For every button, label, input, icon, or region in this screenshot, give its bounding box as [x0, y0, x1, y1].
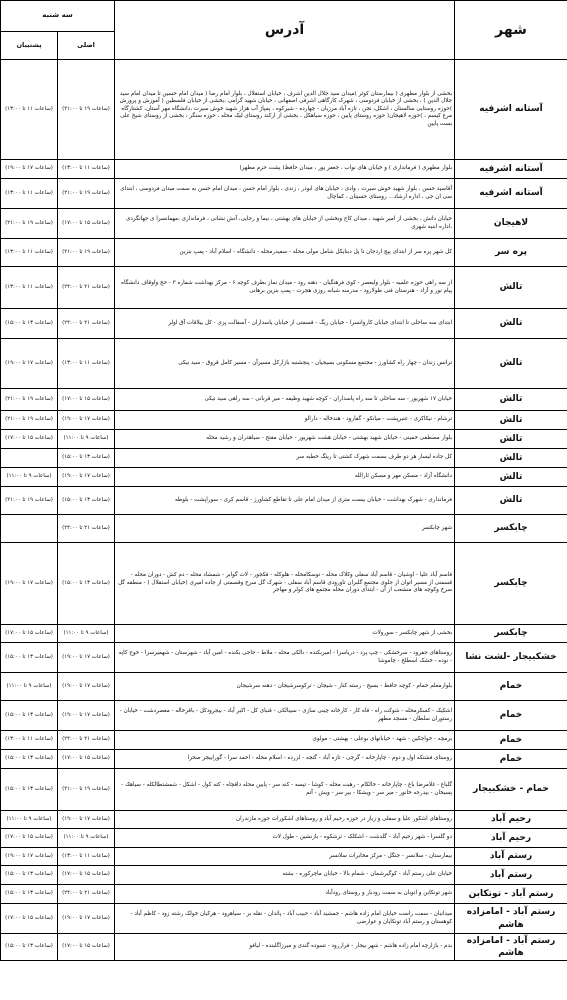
address-cell: آقاسید حسن ، بلوار شهید خوش سیرت ، وادی ، خیابان های ابوذر ، زندی ، بلوار امام حسن ، میدان امام حسن به سمت میدان فردوسی ، ابتدای سی ان جی ، اداره ارشاد... روستای حسینان ، کماچال — [115, 179, 455, 209]
city-cell: رحیم آباد — [455, 829, 567, 848]
table-row — [1, 160, 567, 179]
city-cell: تالش — [455, 389, 567, 411]
table-row — [1, 750, 567, 769]
backup-time-cell: (ساعات ۱۱ تا ۱۳:۰۰) — [1, 179, 58, 209]
main-time-cell: (ساعات ۱۱ تا ۱۳:۰۰) — [58, 339, 115, 389]
main-time-cell: (ساعات ۲۱ تا ۲۴:۰۰) — [58, 885, 115, 904]
table-row — [1, 239, 567, 267]
table-row — [1, 267, 567, 309]
address-cell: بخشی از بلوار مطهری ( بیمارستان کوثر )میدان سید جلال الدین اشرف ، خیابان استقلال ، بلوار امام رضا ( میدان امام حسین تا میدان امام سید جلال الدین ) ، بخشی از خیابان فردوسی ، شهرک کارگاهی اشرفی اصفهانی ، خیابان شهید گرامی ،بخشی از خیابان فلسطین ( آموزش و پرورش )حوزه روستایی سالستان ، اشکل، نجن ، تازه آباد مرزیان - چهارده - شیرکوه ، پمپاژ آب هزار شهید خوش سیرت ،دانشگاه مهر آستان، کشتارگاه مرغ کیسم ، )حوزه لاهیجان( حوزه روستای پایین ، حوزه سیاهکل ، بخشی از ارکند روستای لیک محله ، حوزه سنگر ، بخشی از روستای شیخ علی بست پایین — [115, 60, 455, 160]
address-cell: گلباغ - غلامرضا باغ - چاپارخانه - خالکام - رهبت محله - کوشا - تیسه - کنه سر - پایین محله داقچاه - کته کول - اشکل - شمشتطالکله - سیاهک - پسیخان - بیدرجه خانور - میر سر - ویشکا - بیر سر - ویش - آتم — [115, 769, 455, 811]
city-cell: تالش — [455, 487, 567, 515]
city-cell: آستانه اشرفیه — [455, 160, 567, 179]
backup-time-cell: (ساعات ۹ تا ۱۱:۰۰) — [1, 673, 58, 701]
table-row — [1, 543, 567, 625]
address-cell: بلوارمعلم خمام - کوچه حافظ - بسیج - رسته کنار - شیجان - ترکوسرشیجان - دهنه سرشیجان — [115, 673, 455, 701]
table-row — [1, 769, 567, 811]
address-cell: میدانبان - سمت راست خیابان امام زاده هاشم - جمشید آباد - حبیب آباد - پائدان - نقله بر - سیاهرود - هرکیان خولک رشته زود - کاظم آباد - کوهستان و رستم آباد تونکاپان و عوارضی — [115, 904, 455, 934]
main-header: اصلی — [58, 32, 115, 60]
backup-time-cell: (ساعات ۱۳ تا ۱۵:۰۰) — [1, 309, 58, 339]
backup-time-cell: (ساعات ۱۱ تا ۱۳:۰۰) — [1, 731, 58, 750]
city-cell: لاهیجان — [455, 209, 567, 239]
address-cell: ترانس زندان - چهار راه کشاورز - مجتمع مسکونی بسیجیان - پنجشنبه بازارکل مسیرآن - مسیر کامل قروق - سید نیکی — [115, 339, 455, 389]
main-time-cell: (ساعات ۱۵ تا ۱۷:۰۰) — [58, 750, 115, 769]
address-cell: خیابان دانش ، بخشی از امیر شهید ، میدان کاج وبخشی از خیابان های بهشتی ، نیما و رجایی، آتش نشانی ، فرمانداری ،مهمانسرا ی جهانگردی ،اداره ابنیه شهری — [115, 209, 455, 239]
backup-time-cell: (ساعات ۱۵ تا ۱۷:۰۰) — [1, 625, 58, 643]
address-cell: ترشام - نیکاکری - عنبرپشت - میانکو - گفارود - هندخاله - دارالو — [115, 411, 455, 430]
table-row — [1, 811, 567, 829]
main-time-cell: (ساعات ۹ تا ۱۱:۰۰) — [58, 430, 115, 449]
main-time-cell: (ساعات ۱۹ تا ۲۱:۰۰) — [58, 179, 115, 209]
address-cell: روستاهای اشکور علیا و سفلی و زیاز در حوزه رحیم آباد و روستاهای اشکورات حوزه مازندران — [115, 811, 455, 829]
city-cell: خشکبیجار -لشت نشا — [455, 643, 567, 673]
main-time-cell: (ساعات ۱۳ تا ۱۵:۰۰) — [58, 487, 115, 515]
backup-time-cell: (ساعات ۹ تا ۱۱:۰۰) — [1, 811, 58, 829]
backup-time-cell: (ساعات ۱۹ تا ۲۱:۰۰) — [1, 487, 58, 515]
table-row — [1, 449, 567, 468]
backup-time-cell: (ساعات ۹ تا ۱۱:۰۰) — [1, 468, 58, 487]
table-row — [1, 934, 567, 961]
table-row — [1, 411, 567, 430]
table-row — [1, 829, 567, 848]
backup-time-cell: (ساعات ۱۳ تا ۱۵:۰۰) — [1, 701, 58, 731]
main-time-cell: (ساعات ۱۷ تا ۱۹:۰۰) — [58, 701, 115, 731]
address-cell: خیابان علی رستم آباد - کوگیرشمان - شمام بالا - خیابان ماچرکوره - بشته — [115, 866, 455, 885]
city-cell: خمام — [455, 750, 567, 769]
main-time-cell: (ساعات ۱۷ تا ۱۹:۰۰) — [58, 643, 115, 673]
address-cell: بخشی از شهر چابکسر - سورولات — [115, 625, 455, 643]
address-cell: شهر چابکسر — [115, 515, 455, 543]
main-time-cell: (ساعات ۱۱ تا ۱۳:۰۰) — [58, 160, 115, 179]
backup-time-cell: (ساعات ۱۵ تا ۱۷:۰۰) — [1, 904, 58, 934]
day-header: سه شنبه — [1, 1, 115, 32]
main-time-cell: (ساعات ۱۷ تا ۱۹:۰۰) — [58, 468, 115, 487]
city-cell: تالش — [455, 267, 567, 309]
backup-time-cell — [1, 515, 58, 543]
backup-header: پشتیبان — [1, 32, 58, 60]
table-row — [1, 60, 567, 160]
address-cell: کل جاده لیسار هر دو طرف بسمت شهرک کشتی تا رینگ خطبه سر — [115, 449, 455, 468]
backup-time-cell: (ساعات ۱۳ تا ۱۵:۰۰) — [1, 643, 58, 673]
backup-time-cell: (ساعات ۱۵ تا ۱۷:۰۰) — [1, 829, 58, 848]
table-row — [1, 515, 567, 543]
city-cell: رستم آباد - امامزاده هاشم — [455, 934, 567, 961]
backup-time-cell: (ساعات ۱۱ تا ۱۳:۰۰) — [1, 60, 58, 160]
backup-time-cell: (ساعات ۱۱ تا ۱۳:۰۰) — [1, 239, 58, 267]
city-cell: چابکسر — [455, 515, 567, 543]
table-row — [1, 309, 567, 339]
address-cell: ابتدای سه ساحلی تا ابتدای خیابان کاروانسرا - خیابان ریگ - قسمتی از خیابان پاسداران - آسفالت پزی - کل ییلاقات آق اولر — [115, 309, 455, 339]
address-cell: شهر تونکابن و اتوبان به سمت رودبار و روستای رودآباد — [115, 885, 455, 904]
backup-time-cell: (ساعات ۱۷ تا ۱۹:۰۰) — [1, 160, 58, 179]
table-row — [1, 866, 567, 885]
city-cell: رستم آباد - امامزاده هاشم — [455, 904, 567, 934]
main-time-cell: (ساعات ۲۱ تا ۲۴:۰۰) — [58, 731, 115, 750]
main-time-cell: (ساعات ۱۱ تا ۱۳:۰۰) — [58, 848, 115, 866]
address-cell: کل شهر پره سر از ابتدای پیچ اردجان تا پل دبنایکل شامل مولی محله - سفیدرمحله - دانشگاه - اسلام آباد - پمپ بنزین — [115, 239, 455, 267]
table-row — [1, 731, 567, 750]
city-cell: خمام — [455, 731, 567, 750]
city-cell: تالش — [455, 449, 567, 468]
backup-time-cell — [1, 449, 58, 468]
backup-time-cell: (ساعات ۱۳ تا ۱۵:۰۰) — [1, 866, 58, 885]
city-cell: خمام - خشکبیجار — [455, 769, 567, 811]
address-cell: بیمارستان - سلانسر - جنگل - مرکز مخابرات سلانسر — [115, 848, 455, 866]
main-time-cell: (ساعات ۱۷ تا ۱۹:۰۰) — [58, 811, 115, 829]
table-row — [1, 209, 567, 239]
main-time-cell: (ساعات ۱۵ تا ۱۷:۰۰) — [58, 866, 115, 885]
table-row — [1, 487, 567, 515]
main-time-cell: (ساعات ۱۹ تا ۲۱:۰۰) — [58, 239, 115, 267]
address-cell: بلوار مطهری ( فرمانداری ) و خیابان های نواب ، جعفر پور ، میدان حافظ( پشت حرم مطهر) — [115, 160, 455, 179]
city-cell: تالش — [455, 309, 567, 339]
main-time-cell: (ساعات ۹ تا ۱۱:۰۰) — [58, 625, 115, 643]
city-cell: خمام — [455, 673, 567, 701]
address-cell: اشکیک - کسکرمحله - شوکت راه - قاه کار - کارخانه چینی سازی - سیبالکی - قنبای کل - اکبر آباد - بیجرودکل - باقرخاله - معصردشت - خیابان - رستوران سلطان - مسجد مطهر — [115, 701, 455, 731]
city-cell: رحیم آباد — [455, 811, 567, 829]
address-cell: قاسم آباد علیا - اوشیان - قاسم آباد سفلی وکلاک محله - توسکامحله - هلوکله - فکجور - لات گوابر - شمشاد محله - دم کش - دوران محله - قسمتی از مسیر اتوان از جلوی مجتمع گلبران تاورودی قاسم آباد سفلی - شهرک گل سرخ وقسمتی از جاده امیری (خیابان استقلال ) - منطقه گل سرخ وکوچه های منشعب از آن - ابتدای دوران محله مجتمع های کولر و مهاجر — [115, 543, 455, 625]
main-time-cell: (ساعات ۱۷ تا ۱۹:۰۰) — [58, 904, 115, 934]
main-time-cell: (ساعات ۲۱ تا ۲۴:۰۰) — [58, 309, 115, 339]
table-row — [1, 389, 567, 411]
city-cell: رستم آباد — [455, 866, 567, 885]
city-cell: تالش — [455, 411, 567, 430]
address-cell: روستای فشتکه اول و دوم - چاپارخانه - گرجی - تازه آباد - گنجه - لزرده - اسلام محله - احمد سرا - گوراییجر صحرا — [115, 750, 455, 769]
city-cell: رستم آباد — [455, 848, 567, 866]
main-time-cell: (ساعات ۱۳ تا ۱۵:۰۰) — [58, 543, 115, 625]
address-cell: بدم - بازارچه امام زاده هاشم - شهر بیجار - فراررود - تسوده گندی و میرزاگلبنده - لیافو — [115, 934, 455, 961]
table-row — [1, 468, 567, 487]
address-cell: دو گلسرا - شهر رحیم آباد - گلدشت - اشکلک - ترشکوه - بازنشین - طول لات — [115, 829, 455, 848]
backup-time-cell: (ساعات ۱۷ تا ۱۹:۰۰) — [1, 339, 58, 389]
address-cell: دانشگاه آزاد - مسکن مهر و مسکن ثارالله — [115, 468, 455, 487]
backup-time-cell: (ساعات ۱۱ تا ۱۳:۰۰) — [1, 267, 58, 309]
header-row — [1, 1, 567, 32]
main-time-cell: (ساعات ۱۳ تا ۱۵:۰۰) — [58, 449, 115, 468]
table-row — [1, 179, 567, 209]
city-cell: تالش — [455, 339, 567, 389]
city-cell: تالش — [455, 430, 567, 449]
city-cell: تالش — [455, 468, 567, 487]
table-row — [1, 848, 567, 866]
schedule-body — [1, 60, 567, 961]
address-header: آدرس — [115, 1, 455, 60]
address-cell: روستاهای جفرود - سرخشکی - چپ پرد - دریاسرا - امیربکنده - نالکی محله - ملاط - حاجی بکنده - امین آباد - شهرستان - شهمیرسرا - خوج کاپه - نوده - خشک اسطلخ - چاموشا — [115, 643, 455, 673]
main-time-cell: (ساعات ۱۵ تا ۱۷:۰۰) — [58, 389, 115, 411]
address-cell: از سه راهی حوزه علمیه - بلوار ولیعصر - کوی فرهنگیان - دهنه رود - میدان نماز بطرف کوچه ۶ - مرکز بهداشت شماره ۳ - حج واوقاف دانشگاه پیام نور و آزاد - هنرستان فنی طولارود - مدرسه شبانه روزی هجرت - پمپ بنزین برهانی — [115, 267, 455, 309]
table-row — [1, 701, 567, 731]
table-row — [1, 904, 567, 934]
city-cell: چابکسر — [455, 625, 567, 643]
city-cell: خمام — [455, 701, 567, 731]
table-row — [1, 430, 567, 449]
main-time-cell: (ساعات ۱۵ تا ۱۷:۰۰) — [58, 209, 115, 239]
table-row — [1, 625, 567, 643]
table-row — [1, 673, 567, 701]
backup-time-cell: (ساعات ۱۷ تا ۱۹:۰۰) — [1, 543, 58, 625]
address-cell: فرمانداری - شهرک بهداشت - خیابان بیست متری از میدان امام علی تا تقاطع کشاورز - قاسم کری - سوراپشت - بلوطه — [115, 487, 455, 515]
table-row — [1, 885, 567, 904]
table-row — [1, 339, 567, 389]
main-time-cell: (ساعات ۲۱ تا ۲۴:۰۰) — [58, 267, 115, 309]
table-row — [1, 643, 567, 673]
city-cell: رستم آباد - تونکابن — [455, 885, 567, 904]
city-cell: آستانه اشرفیه — [455, 60, 567, 160]
city-cell: آستانه اشرفیه — [455, 179, 567, 209]
main-time-cell: (ساعات ۹ تا ۱۱:۰۰) — [58, 829, 115, 848]
main-time-cell: (ساعات ۱۵ تا ۱۷:۰۰) — [58, 934, 115, 961]
city-cell: چابکسر — [455, 543, 567, 625]
address-cell: برمچه - خواجکین - شهد - خیابانهای بوعلی - بهشتی - مولوی — [115, 731, 455, 750]
backup-time-cell: (ساعات ۱۹ تا ۲۱:۰۰) — [1, 209, 58, 239]
main-time-cell: (ساعات ۲۱ تا ۲۴:۰۰) — [58, 515, 115, 543]
backup-time-cell: (ساعات ۱۷ تا ۱۹:۰۰) — [1, 848, 58, 866]
main-time-cell: (ساعات ۱۷ تا ۱۹:۰۰) — [58, 673, 115, 701]
backup-time-cell: (ساعات ۱۳ تا ۱۵:۰۰) — [1, 934, 58, 961]
backup-time-cell: (ساعات ۱۳ تا ۱۵:۰۰) — [1, 750, 58, 769]
main-time-cell: (ساعات ۱۷ تا ۱۹:۰۰) — [58, 411, 115, 430]
backup-time-cell: (ساعات ۱۵ تا ۱۷:۰۰) — [1, 430, 58, 449]
backup-time-cell: (ساعات ۱۳ تا ۱۵:۰۰) — [1, 769, 58, 811]
address-cell: خیابان ۱۷ شهریور - سه ساحلی تا سه راه پاسداران - کوچه شهید وظیفه - میر قربانی - سه راهی سید نیکی — [115, 389, 455, 411]
address-cell: بلوار مصطفی خمینی - خیابان شهید بهشتی - خیابان هشت شهریور - خیابان مفتح - سیاهدران و رشید محله — [115, 430, 455, 449]
city-cell: پره سر — [455, 239, 567, 267]
backup-time-cell: (ساعات ۱۹ تا ۲۱:۰۰) — [1, 411, 58, 430]
main-time-cell: (ساعات ۱۹ تا ۲۱:۰۰) — [58, 769, 115, 811]
main-time-cell: (ساعات ۱۹ تا ۲۱:۰۰) — [58, 60, 115, 160]
backup-time-cell: (ساعات ۱۹ تا ۲۱:۰۰) — [1, 389, 58, 411]
city-header: شهر — [455, 1, 567, 60]
backup-time-cell: (ساعات ۱۳ تا ۱۵:۰۰) — [1, 885, 58, 904]
